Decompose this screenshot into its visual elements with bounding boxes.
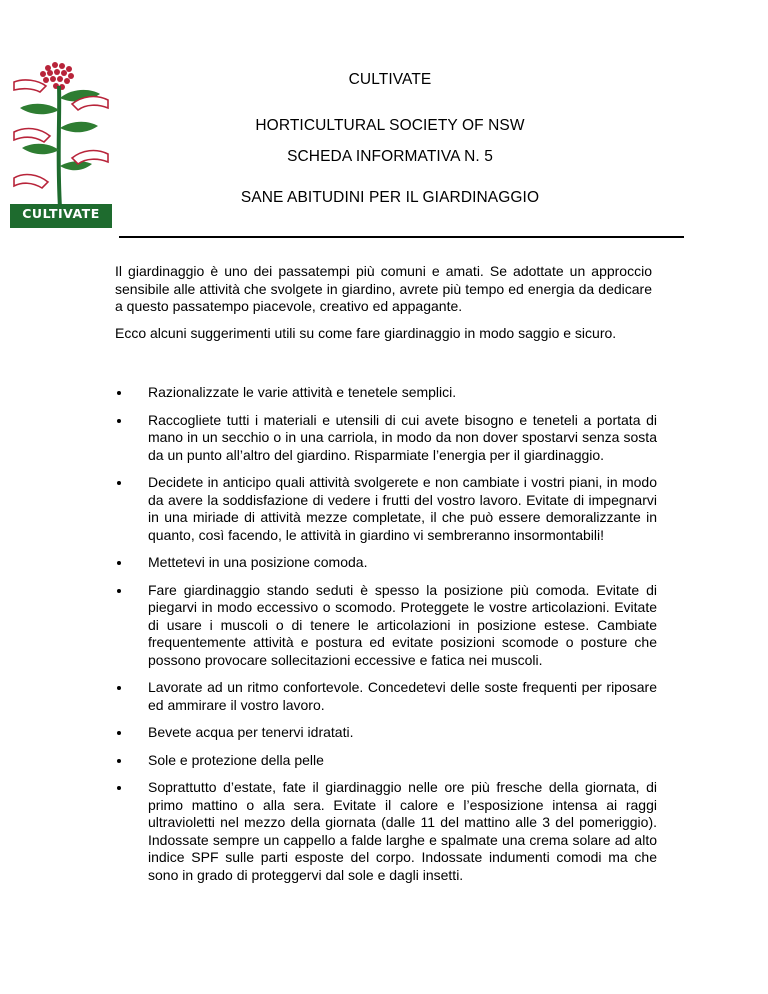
bullet-icon <box>117 731 121 735</box>
bullet-icon <box>117 561 121 565</box>
list-item-text: Sole e protezione della pelle <box>148 751 324 768</box>
list-item <box>115 779 657 884</box>
list-item <box>115 752 657 770</box>
header-divider <box>119 236 684 238</box>
list-item <box>115 474 657 544</box>
list-item-text: Mettetevi in una posizione comoda. <box>148 554 368 570</box>
list-item-text: Raccogliete tutti i materiali e utensili di cui avete bisogno e teneteli a portata di mano in un secchio o in una carriola, in modo da non dover spostarvi senza sosta da un punto all’altro del giardino. Risparmiate l’energia per il giardinaggio. <box>148 411 657 463</box>
list-item-text: Razionalizzate le varie attività e tenetele semplici. <box>148 384 457 400</box>
document-title: CULTIVATE <box>348 71 432 88</box>
bullet-icon <box>117 391 121 395</box>
cultivate-logo <box>10 58 112 228</box>
list-item <box>115 724 657 742</box>
plant-hands-logo-icon <box>10 58 112 228</box>
list-item <box>115 384 657 402</box>
bullet-icon <box>117 481 121 485</box>
intro-paragraph: Il giardinaggio è uno dei passatempi più comuni e amati. Se adottate un approccio sensibile alle attività che svolgete in giardino, avrete più tempo ed energia da dedicare a questo passatempo piacevole, creativo ed appagante. <box>115 263 652 314</box>
bullet-icon <box>117 419 121 423</box>
list-item <box>115 554 657 572</box>
list-item <box>115 679 657 714</box>
list-item-text: Lavorate ad un ritmo confortevole. Concedetevi delle soste frequenti per riposare ed ammirare il vostro lavoro. <box>148 679 657 713</box>
list-item <box>115 582 657 670</box>
bullet-icon <box>117 686 121 690</box>
logo-text: CULTIVATE <box>22 206 100 221</box>
bullet-icon <box>117 589 121 593</box>
tips-list <box>115 384 657 894</box>
sheet-number: SCHEDA INFORMATIVA N. 5 <box>287 148 493 165</box>
tips-intro-paragraph: Ecco alcuni suggerimenti utili su come fare giardinaggio in modo saggio e sicuro. <box>115 325 617 341</box>
list-item-text: Fare giardinaggio stando seduti è spesso la posizione più comoda. Evitate di piegarvi in modo eccessivo o scomodo. Proteggete le vostre articolazioni. Evitate di usare i muscoli o di tenere le articolazioni in posizione estese. Cambiate frequentemente attività e postura ed evitate posizioni scomode o posture che possono provocare sollecitazioni eccessive e fatica nei muscoli. <box>148 581 657 668</box>
society-name: HORTICULTURAL SOCIETY OF NSW <box>255 117 525 134</box>
list-item-text: Bevete acqua per tenervi idratati. <box>148 724 354 740</box>
list-item <box>115 412 657 465</box>
document-subject: SANE ABITUDINI PER IL GIARDINAGGIO <box>240 189 540 206</box>
list-item-text: Soprattutto d’estate, fate il giardinaggio nelle ore più fresche della giornata, di primo mattino o alla sera. Evitate il calore e l’esposizione intensa ai raggi ultravioletti nel mezzo della giornata (dalle 11 del mattino alle 3 del pomeriggio). Indossate sempre un cappello a falde larghe e spalmate una crema solare ad alto indice SPF sulle parti esposte del corpo. Indossate indumenti comodi ma che sono in grado di proteggervi dal sole e dagli insetti. <box>148 779 657 883</box>
list-item-text: Decidete in anticipo quali attività svolgerete e non cambiate i vostri piani, in modo da avere la soddisfazione di vedere i frutti del vostro lavoro. Evitate di impegnarvi in una miriade di attività mezze completate, il che può essere demoralizzante in quanto, così facendo, le attività in giardino vi sembreranno insormontabili! <box>148 474 657 543</box>
bullet-icon <box>117 786 121 790</box>
bullet-icon <box>117 759 121 763</box>
